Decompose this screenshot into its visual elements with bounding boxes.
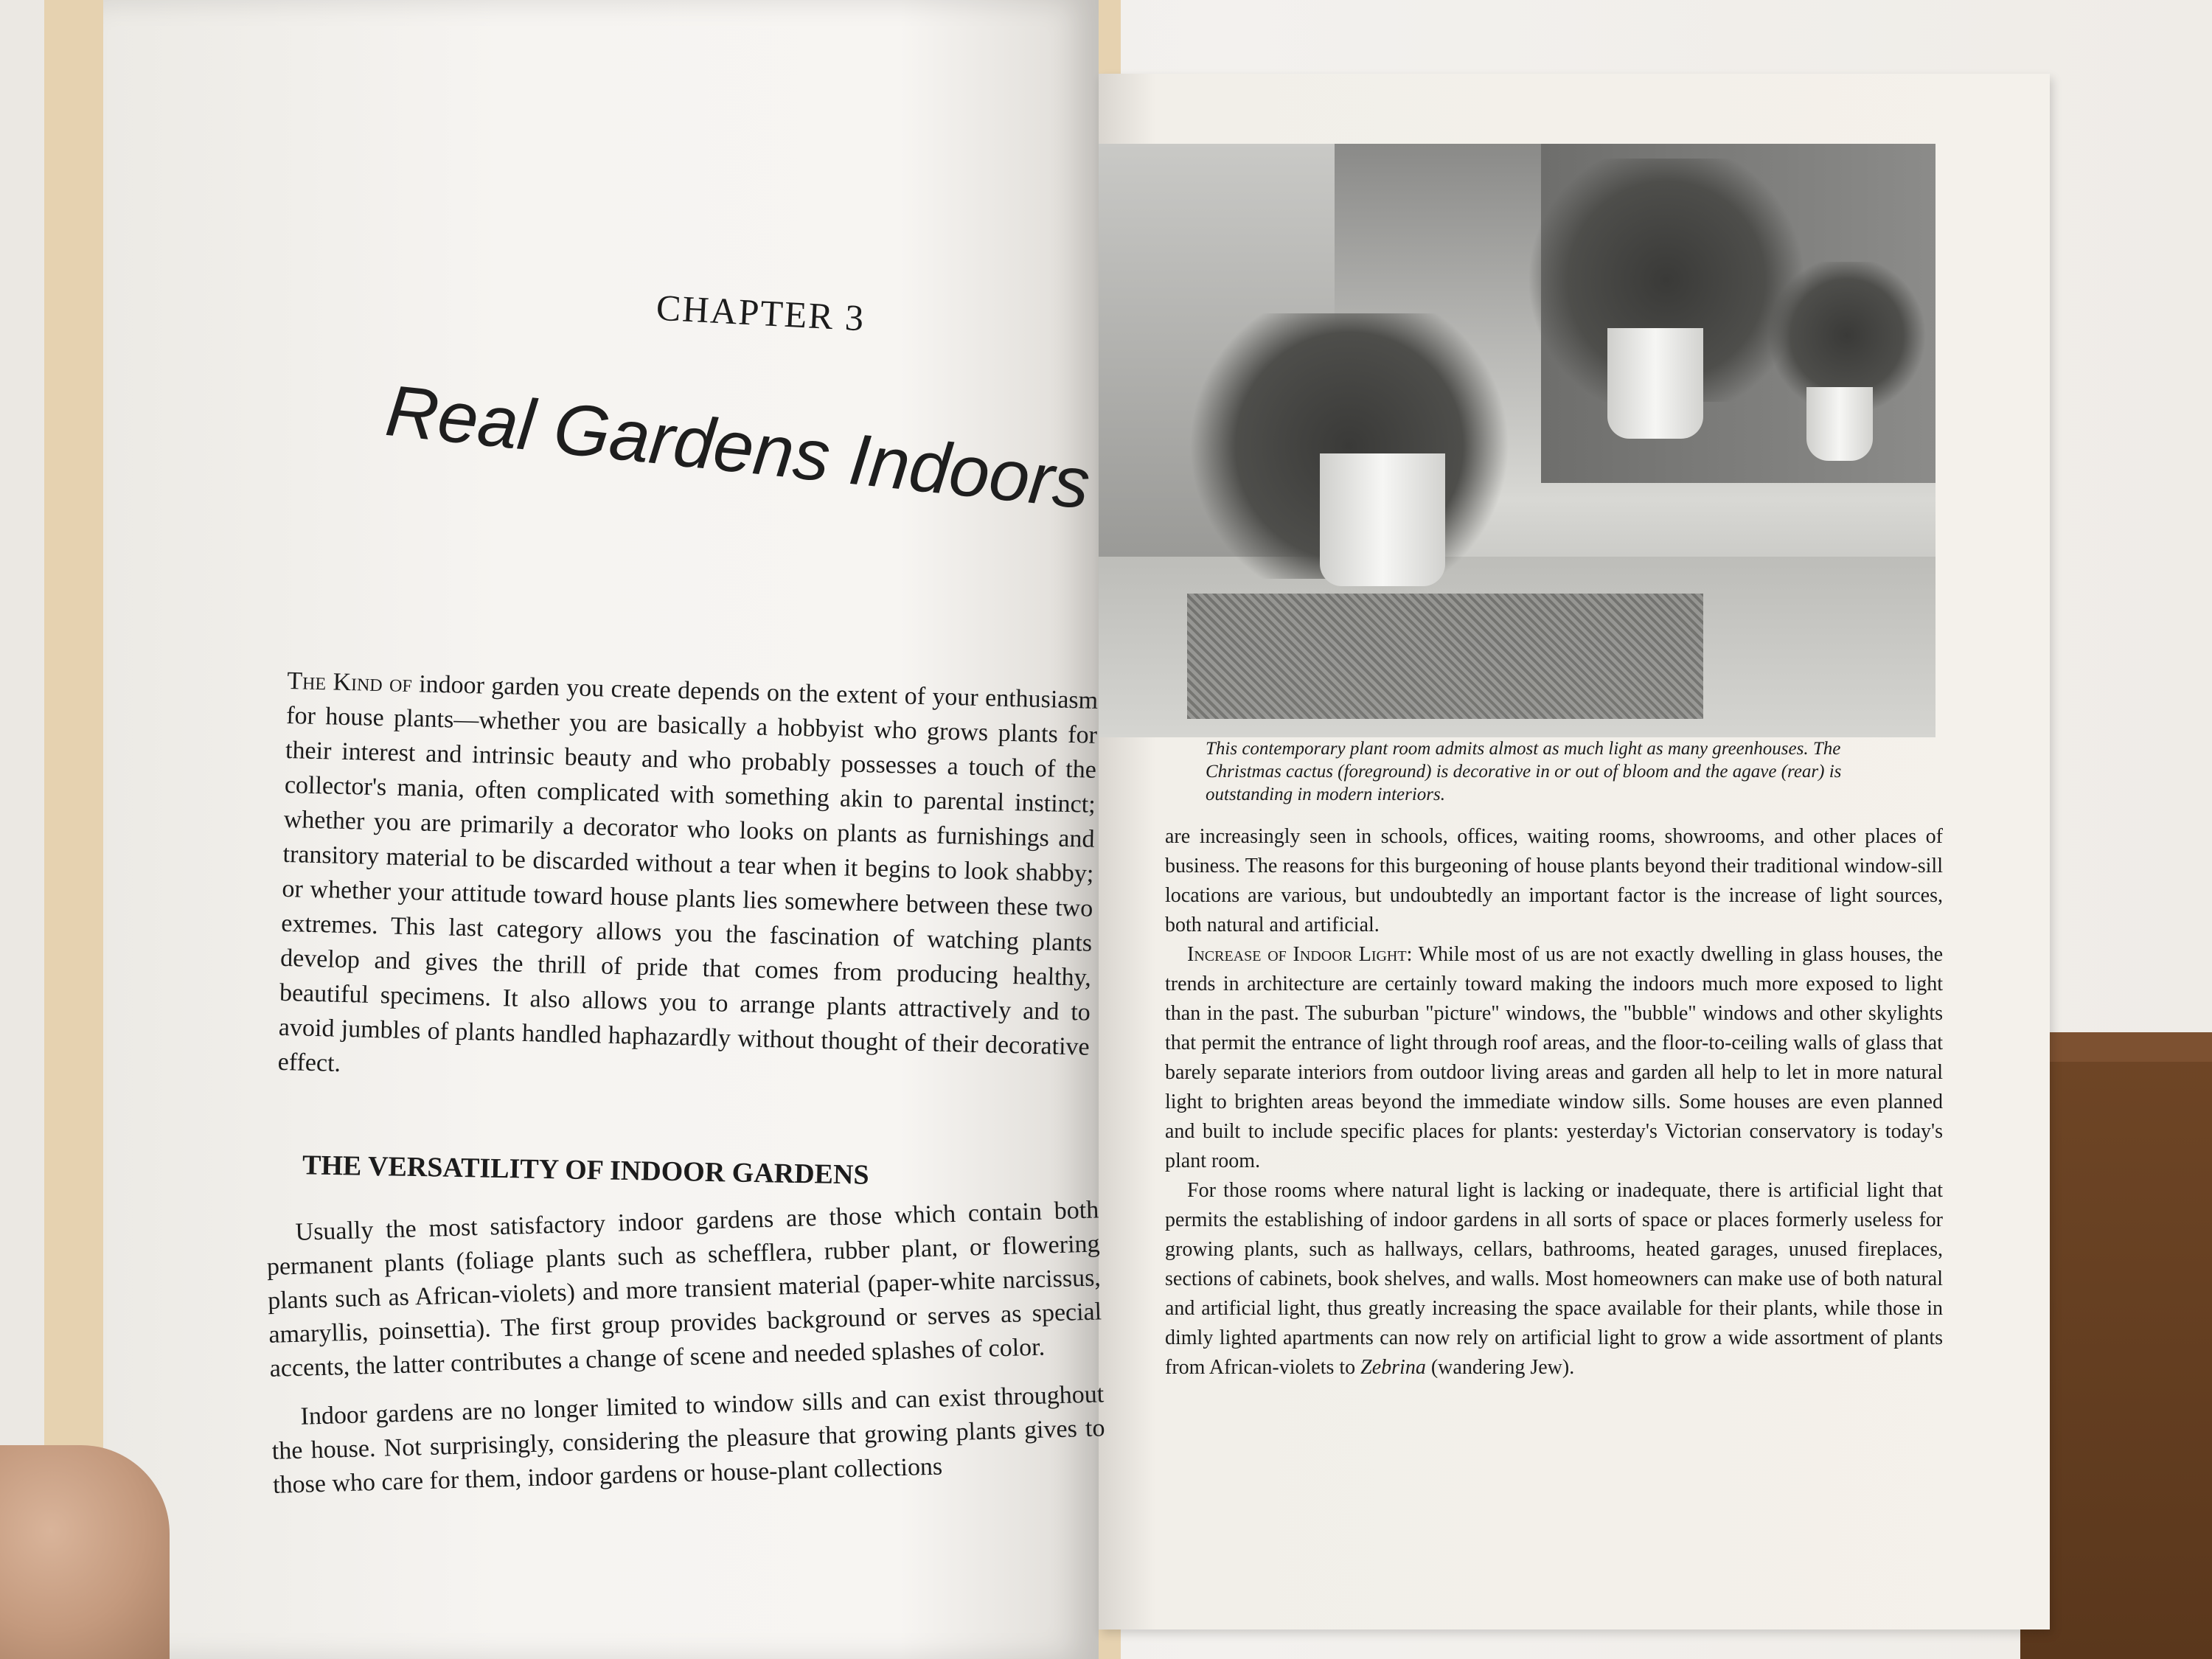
- zebrina-italic: Zebrina: [1360, 1356, 1426, 1379]
- left-paragraph-1: Usually the most satisfactory indoor gardens are those which contain both permanent plants (foliage plants such as schefflera, rubber plant, or flowering plants such as African-violets) and more transient material (paper-white narcissus, amaryllis, poinsettia). The first group provides background or serves as special accents, the latter contributes a change of scene and needed splashes of color.: [266, 1196, 1102, 1382]
- right-paragraph-2-text: While most of us are not exactly dwelling in glass houses, the trends in architecture are certainly toward making the indoors much more exposed to light than in the past. The suburban "picture" windows, the "bubble" windows and other skylights that permit the entrance of light through roof areas, and the floor-to-ceiling walls of glass that barely separate interiors from outdoor living areas and garden all help to let in more natural light to brighten areas beyond the immediate window sills. Some houses are even planned and built to include specific places for plants: yesterday's Victorian conservatory is today's plant room.: [1165, 943, 1944, 1172]
- chapter-label: CHAPTER 3: [655, 286, 866, 339]
- agave-pot: [1607, 328, 1703, 439]
- chapter-title: Real Gardens Indoors: [382, 369, 1094, 524]
- right-paragraph-3-text: For those rooms where natural light is lacking or inadequate, there is artificial light that permits the establishing of indoor gardens in all sorts of space or places formerly useless for growing plants, such as hallways, cellars, bathrooms, heated garages, unused fireplaces, sections of cabinets, book shelves, and walls. Most homeowners can make use of both natural and artificial light, thus greatly increasing the space available for their plants, while those in dimly lighted apartments can now rely on artificial light to grow a wide assortment of plants from African-violets to: [1165, 1179, 1943, 1379]
- plant-room-photo: [1099, 144, 1935, 737]
- photo-gravel-bed: [1187, 594, 1703, 719]
- right-paragraph-3: [1165, 1176, 1943, 1382]
- right-paragraph-3-end: (wandering Jew).: [1425, 1356, 1575, 1379]
- foreground-pot: [1320, 453, 1445, 586]
- intro-text: indoor garden you create depends on the extent of your enthusiasm for house plants—whether you are basically a hobbyist who grows plants for their interest and intrinsic beauty and who probably possesses a touch of the collector's mania, often complicated with something akin to parental instinct; whether you are primarily a decorator who looks on plants as furnishings and transitory material to be discarded without a tear when it begins to look shabby; or whether your attitude toward house plants lies somewhere between these two extremes. This last category allows you the fascination of watching plants develop and gives the thrill of pride that comes from producing healthy, beautiful specimens. It also allows you to arrange plants attractively and to avoid jumbles of plants handled haphazardly without thought of their decorative effect.: [277, 670, 1099, 1077]
- left-body-text: [265, 1193, 1107, 1517]
- right-paragraph-2: [1165, 940, 1943, 1176]
- thumb: [0, 1445, 170, 1659]
- left-paragraph-2: Indoor gardens are no longer limited to window sills and can exist throughout the house. Not surprisingly, considering the pleasure that growing plants gives to those who care for them, indoor gardens or house-plant collections: [271, 1380, 1105, 1499]
- photo-caption: This contemporary plant room admits almost as much light as many greenhouses. The Christmas cactus (foreground) is decorative in or out of bloom and the agave (rear) is outstanding in modern interiors.: [1206, 739, 1842, 804]
- intro-lead: The Kind of: [286, 667, 413, 698]
- intro-paragraph: [277, 664, 1098, 1099]
- right-paragraph-1: are increasingly seen in schools, offices, waiting rooms, showrooms, and other places of business. The reasons for this burgeoning of house plants beyond their traditional window-sill locations are various, but undoubtedly an important factor is the increase of light sources, both natural and artificial.: [1165, 825, 1943, 936]
- right-paragraph-2-lead: Increase of Indoor Light:: [1187, 943, 1413, 966]
- right-pot: [1806, 387, 1873, 461]
- right-body-text: [1165, 822, 1943, 1382]
- section-heading: THE VERSATILITY OF INDOOR GARDENS: [302, 1150, 869, 1191]
